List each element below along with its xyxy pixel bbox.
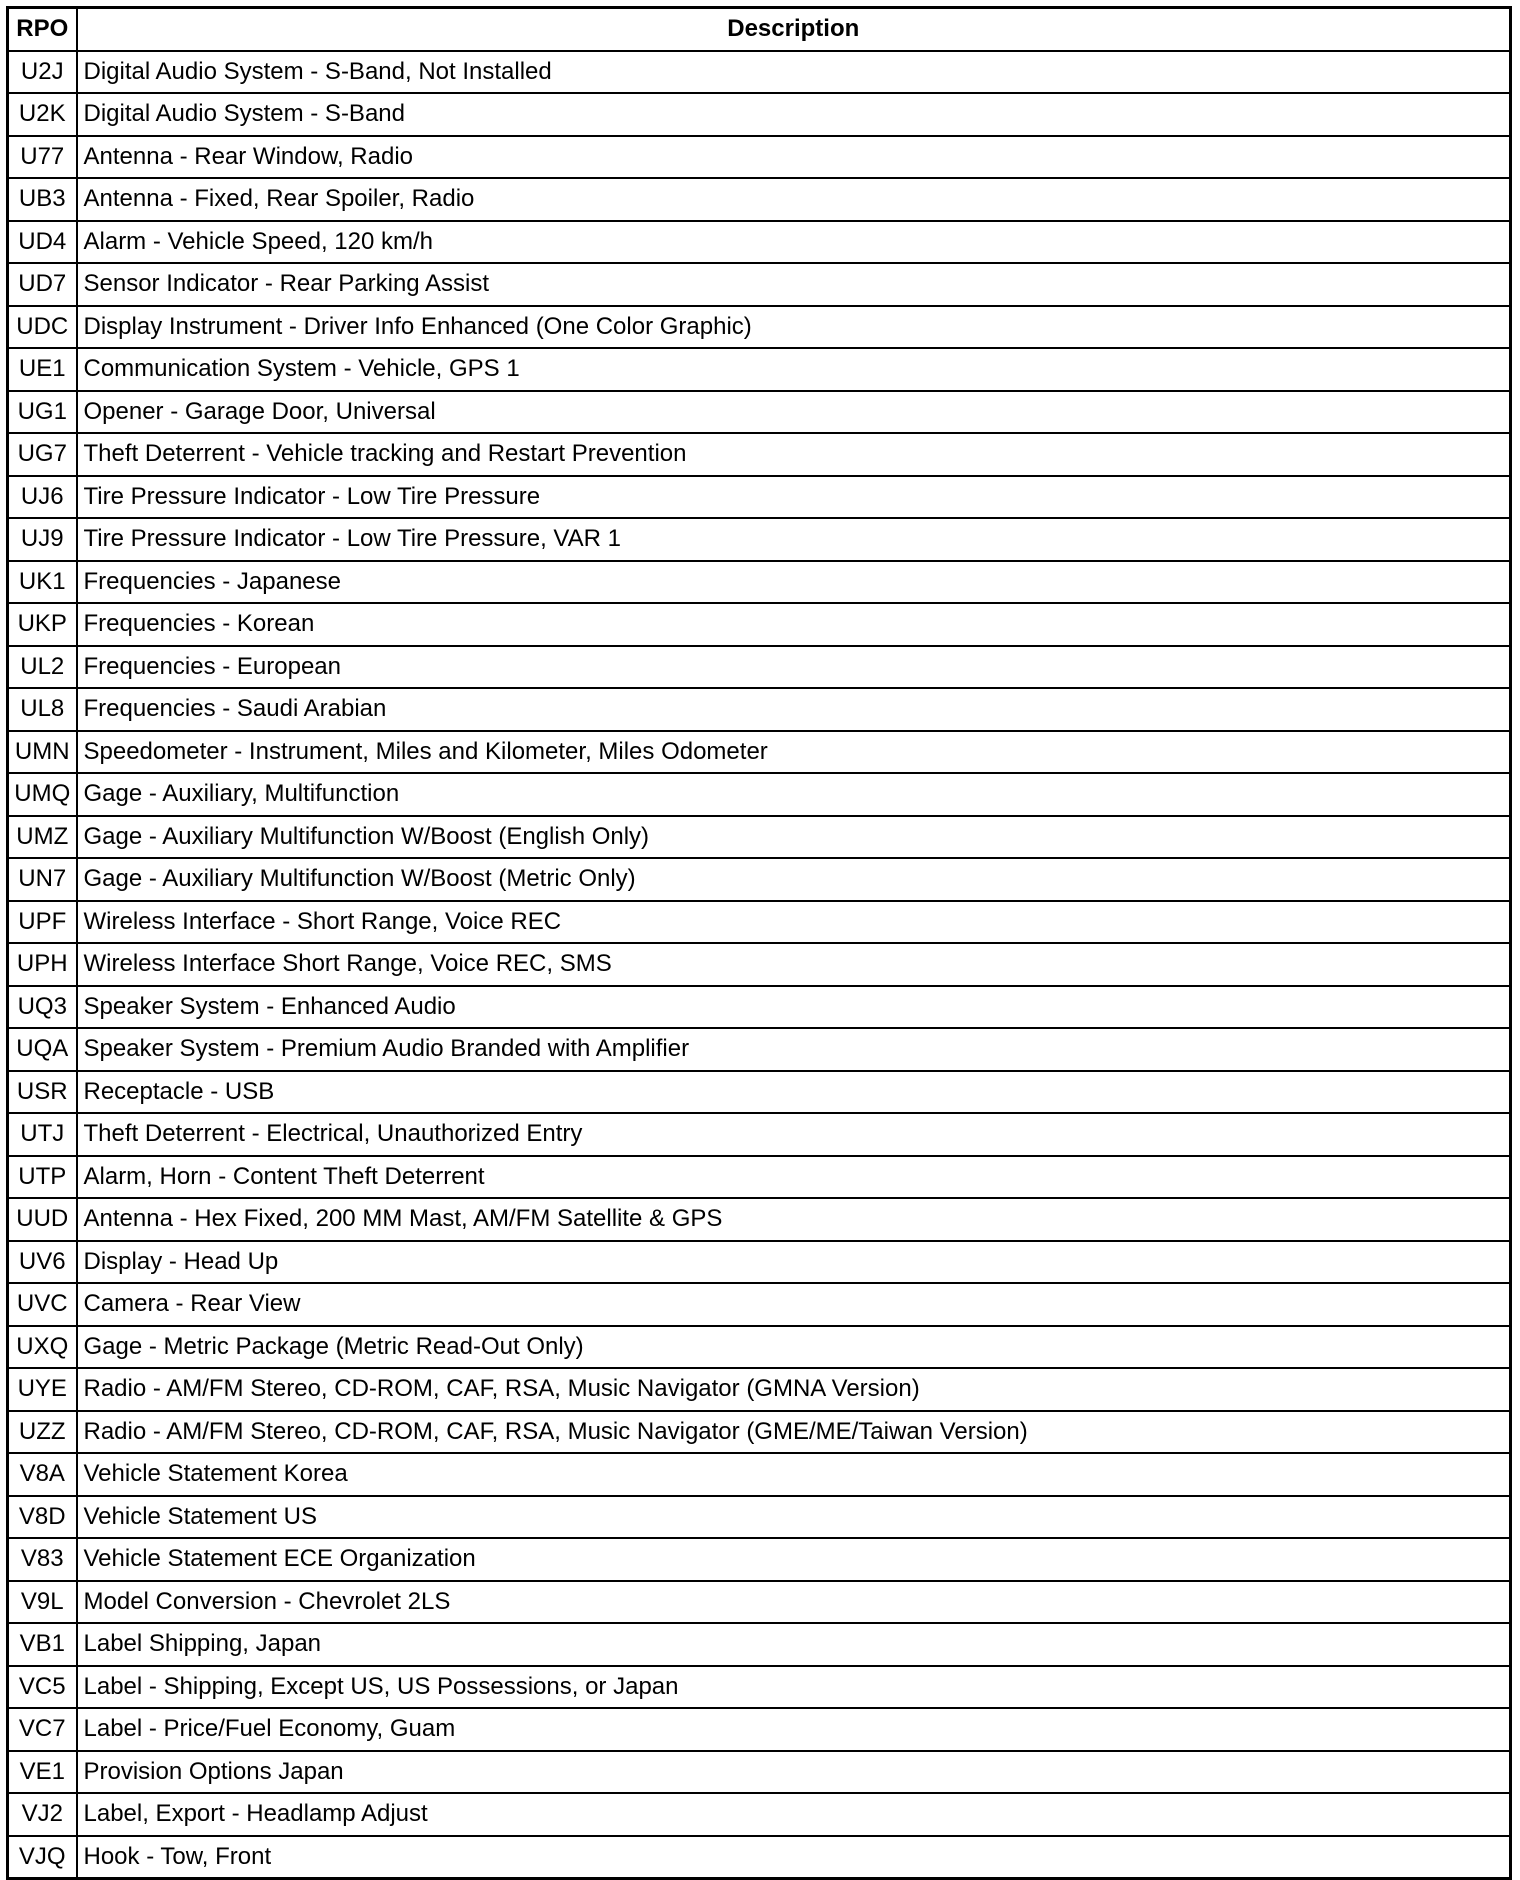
rpo-code-cell: UJ6	[8, 476, 77, 519]
table-row	[8, 476, 1511, 519]
rpo-code-cell: UB3	[8, 178, 77, 221]
rpo-code-cell: UD4	[8, 221, 77, 264]
description-cell: Speaker System - Enhanced Audio	[77, 986, 1511, 1029]
description-cell: Digital Audio System - S-Band, Not Installed	[77, 51, 1511, 94]
header-description: Description	[77, 8, 1511, 51]
rpo-code-cell: UG7	[8, 433, 77, 476]
rpo-code-cell: VC5	[8, 1666, 77, 1709]
description-cell: Theft Deterrent - Vehicle tracking and Restart Prevention	[77, 433, 1511, 476]
table-row	[8, 816, 1511, 859]
description-cell: Frequencies - Japanese	[77, 561, 1511, 604]
table-row	[8, 1241, 1511, 1284]
table-row	[8, 433, 1511, 476]
table-row	[8, 986, 1511, 1029]
rpo-code-cell: V8A	[8, 1453, 77, 1496]
rpo-code-cell: UPF	[8, 901, 77, 944]
table-row	[8, 1368, 1511, 1411]
description-cell: Receptacle - USB	[77, 1071, 1511, 1114]
table-row	[8, 1326, 1511, 1369]
header-rpo: RPO	[8, 8, 77, 51]
rpo-code-cell: UMZ	[8, 816, 77, 859]
description-cell: Speaker System - Premium Audio Branded with Amplifier	[77, 1028, 1511, 1071]
description-cell: Wireless Interface Short Range, Voice REC, SMS	[77, 943, 1511, 986]
table-row	[8, 1623, 1511, 1666]
table-row	[8, 1751, 1511, 1794]
rpo-code-cell: U77	[8, 136, 77, 179]
rpo-code-cell: VJQ	[8, 1836, 77, 1879]
table-row	[8, 1708, 1511, 1751]
rpo-code-cell: UJ9	[8, 518, 77, 561]
table-row	[8, 1538, 1511, 1581]
rpo-code-cell: U2K	[8, 93, 77, 136]
table-row	[8, 858, 1511, 901]
table-row	[8, 348, 1511, 391]
rpo-code-cell: UPH	[8, 943, 77, 986]
description-cell: Hook - Tow, Front	[77, 1836, 1511, 1879]
description-cell: Speedometer - Instrument, Miles and Kilometer, Miles Odometer	[77, 731, 1511, 774]
description-cell: Antenna - Fixed, Rear Spoiler, Radio	[77, 178, 1511, 221]
table-row	[8, 391, 1511, 434]
table-row	[8, 1156, 1511, 1199]
table-row	[8, 306, 1511, 349]
rpo-code-cell: UQA	[8, 1028, 77, 1071]
description-cell: Label - Shipping, Except US, US Possessions, or Japan	[77, 1666, 1511, 1709]
rpo-code-cell: VC7	[8, 1708, 77, 1751]
description-cell: Opener - Garage Door, Universal	[77, 391, 1511, 434]
table-row	[8, 646, 1511, 689]
table-row	[8, 136, 1511, 179]
table-row	[8, 901, 1511, 944]
description-cell: Label - Price/Fuel Economy, Guam	[77, 1708, 1511, 1751]
rpo-code-cell: UE1	[8, 348, 77, 391]
rpo-code-cell: UL8	[8, 688, 77, 731]
description-cell: Sensor Indicator - Rear Parking Assist	[77, 263, 1511, 306]
table-row	[8, 688, 1511, 731]
table-row	[8, 263, 1511, 306]
description-cell: Vehicle Statement US	[77, 1496, 1511, 1539]
table-row	[8, 1283, 1511, 1326]
description-cell: Antenna - Hex Fixed, 200 MM Mast, AM/FM Satellite & GPS	[77, 1198, 1511, 1241]
rpo-code-cell: VJ2	[8, 1793, 77, 1836]
description-cell: Digital Audio System - S-Band	[77, 93, 1511, 136]
rpo-code-cell: UKP	[8, 603, 77, 646]
description-cell: Alarm, Horn - Content Theft Deterrent	[77, 1156, 1511, 1199]
table-row	[8, 1028, 1511, 1071]
table-row	[8, 518, 1511, 561]
description-cell: Model Conversion - Chevrolet 2LS	[77, 1581, 1511, 1624]
description-cell: Vehicle Statement ECE Organization	[77, 1538, 1511, 1581]
description-cell: Radio - AM/FM Stereo, CD-ROM, CAF, RSA, Music Navigator (GMNA Version)	[77, 1368, 1511, 1411]
table-row	[8, 1113, 1511, 1156]
rpo-code-cell: UD7	[8, 263, 77, 306]
table-row	[8, 51, 1511, 94]
table-row	[8, 1453, 1511, 1496]
description-cell: Antenna - Rear Window, Radio	[77, 136, 1511, 179]
description-cell: Gage - Metric Package (Metric Read-Out Only)	[77, 1326, 1511, 1369]
table-row	[8, 603, 1511, 646]
table-row	[8, 1071, 1511, 1114]
table-row	[8, 943, 1511, 986]
rpo-code-cell: UUD	[8, 1198, 77, 1241]
table-row	[8, 1666, 1511, 1709]
rpo-code-cell: USR	[8, 1071, 77, 1114]
description-cell: Frequencies - Saudi Arabian	[77, 688, 1511, 731]
description-cell: Gage - Auxiliary Multifunction W/Boost (Metric Only)	[77, 858, 1511, 901]
description-cell: Display Instrument - Driver Info Enhanced (One Color Graphic)	[77, 306, 1511, 349]
description-cell: Vehicle Statement Korea	[77, 1453, 1511, 1496]
rpo-code-cell: UG1	[8, 391, 77, 434]
table-row	[8, 1581, 1511, 1624]
rpo-code-cell: UXQ	[8, 1326, 77, 1369]
rpo-code-cell: UV6	[8, 1241, 77, 1284]
description-cell: Communication System - Vehicle, GPS 1	[77, 348, 1511, 391]
description-cell: Gage - Auxiliary, Multifunction	[77, 773, 1511, 816]
table-row	[8, 731, 1511, 774]
description-cell: Provision Options Japan	[77, 1751, 1511, 1794]
description-cell: Label Shipping, Japan	[77, 1623, 1511, 1666]
rpo-code-cell: UYE	[8, 1368, 77, 1411]
table-row	[8, 773, 1511, 816]
description-cell: Radio - AM/FM Stereo, CD-ROM, CAF, RSA, Music Navigator (GME/ME/Taiwan Version)	[77, 1411, 1511, 1454]
table-row	[8, 93, 1511, 136]
rpo-code-cell: V8D	[8, 1496, 77, 1539]
rpo-code-cell: UL2	[8, 646, 77, 689]
table-row	[8, 1411, 1511, 1454]
rpo-code-cell: UMN	[8, 731, 77, 774]
table-row	[8, 221, 1511, 264]
rpo-code-cell: UK1	[8, 561, 77, 604]
rpo-code-cell: UDC	[8, 306, 77, 349]
rpo-code-cell: V9L	[8, 1581, 77, 1624]
description-cell: Label, Export - Headlamp Adjust	[77, 1793, 1511, 1836]
description-cell: Tire Pressure Indicator - Low Tire Pressure	[77, 476, 1511, 519]
table-row	[8, 1496, 1511, 1539]
rpo-code-cell: UMQ	[8, 773, 77, 816]
table-row	[8, 1793, 1511, 1836]
description-cell: Frequencies - European	[77, 646, 1511, 689]
description-cell: Alarm - Vehicle Speed, 120 km/h	[77, 221, 1511, 264]
description-cell: Tire Pressure Indicator - Low Tire Pressure, VAR 1	[77, 518, 1511, 561]
description-cell: Display - Head Up	[77, 1241, 1511, 1284]
header-row	[8, 8, 1511, 51]
description-cell: Wireless Interface - Short Range, Voice REC	[77, 901, 1511, 944]
rpo-code-cell: UTP	[8, 1156, 77, 1199]
table-row	[8, 561, 1511, 604]
table-header	[8, 8, 1511, 51]
rpo-code-cell: UN7	[8, 858, 77, 901]
rpo-table	[6, 6, 1512, 1880]
rpo-code-cell: UVC	[8, 1283, 77, 1326]
rpo-code-cell: UZZ	[8, 1411, 77, 1454]
description-cell: Theft Deterrent - Electrical, Unauthorized Entry	[77, 1113, 1511, 1156]
rpo-code-cell: VE1	[8, 1751, 77, 1794]
rpo-code-cell: UTJ	[8, 1113, 77, 1156]
table-row	[8, 1836, 1511, 1879]
description-cell: Camera - Rear View	[77, 1283, 1511, 1326]
rpo-code-cell: UQ3	[8, 986, 77, 1029]
table-body	[8, 51, 1511, 1879]
description-cell: Frequencies - Korean	[77, 603, 1511, 646]
description-cell: Gage - Auxiliary Multifunction W/Boost (English Only)	[77, 816, 1511, 859]
rpo-code-cell: VB1	[8, 1623, 77, 1666]
rpo-code-cell: V83	[8, 1538, 77, 1581]
table-row	[8, 178, 1511, 221]
table-row	[8, 1198, 1511, 1241]
rpo-code-cell: U2J	[8, 51, 77, 94]
